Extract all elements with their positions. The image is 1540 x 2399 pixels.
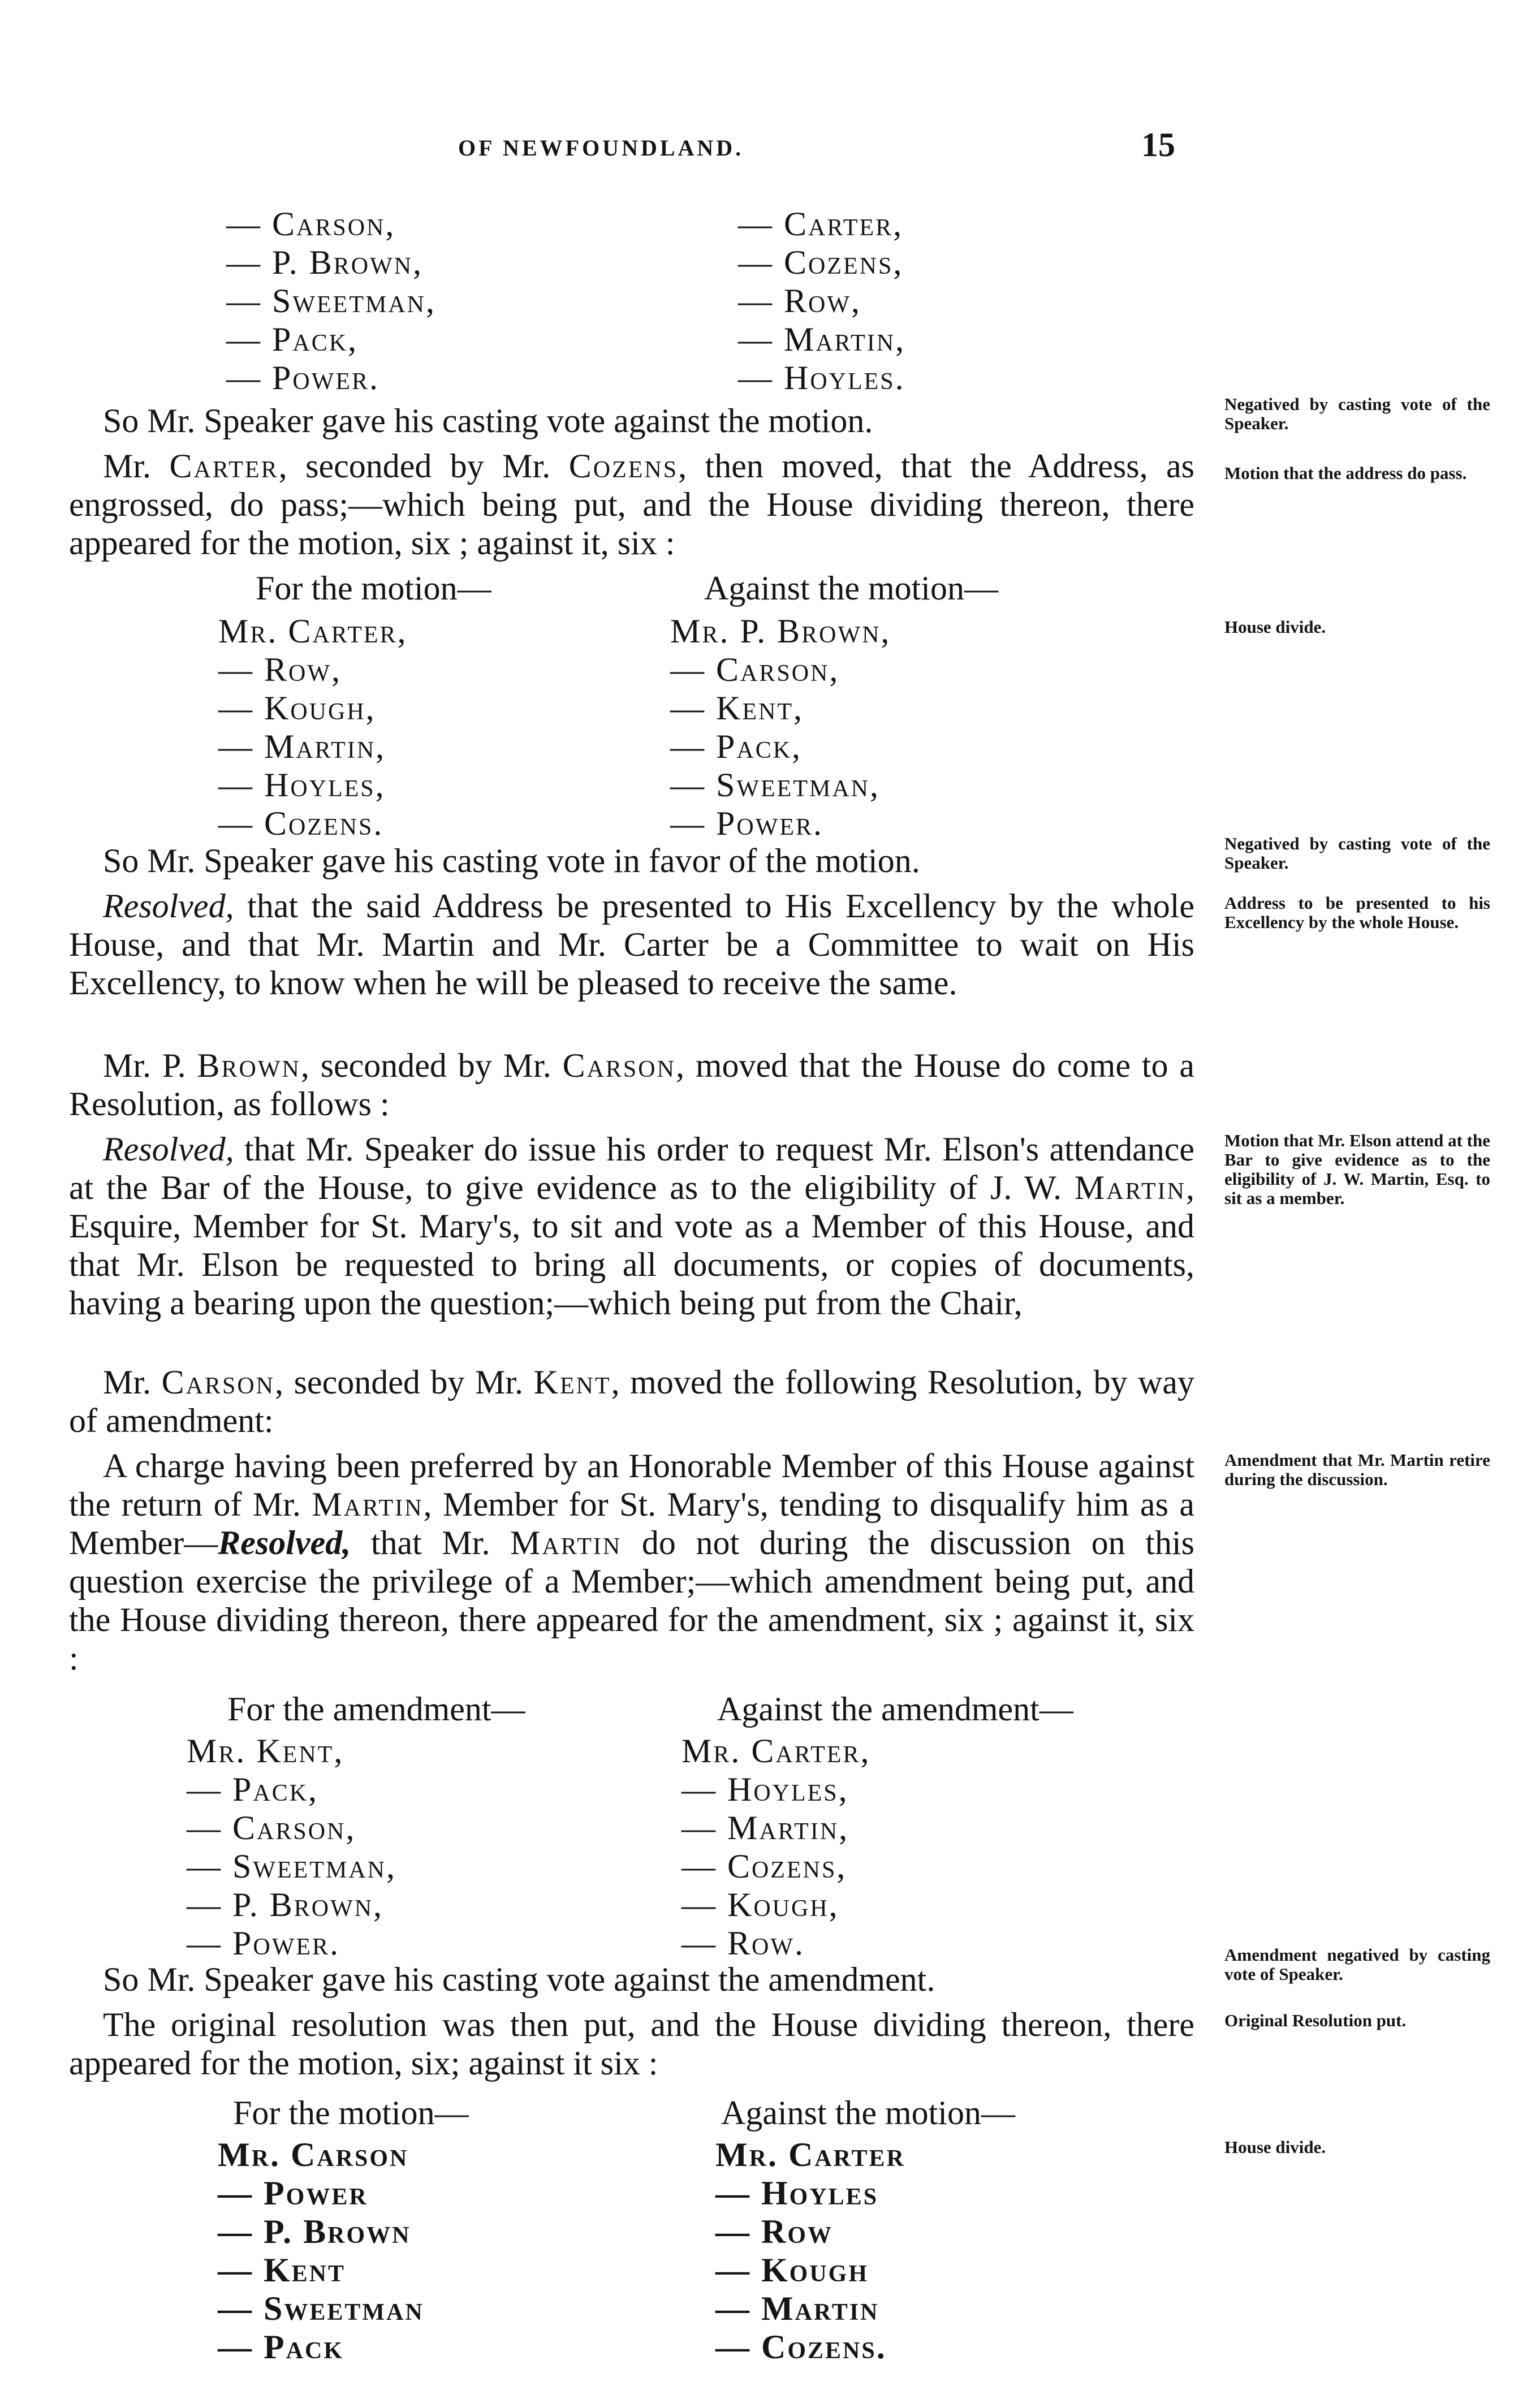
margin-note: Motion that the address do pass. [1224,463,1467,483]
division3-against-heading: Against the amendment— [717,1690,1073,1728]
member-name: — P. Brown, [226,244,424,281]
paragraph-brown-motion: Mr. P. Brown, seconded by Mr. Carson, moved that the House do come to a Resolution, as follows : [69,1047,1194,1123]
member-name: — Sweetman, [226,282,436,320]
margin-note: Amendment that Mr. Martin retire during the discussion. [1224,1450,1490,1489]
member-name: — Power. [670,805,824,842]
member-name: — Martin, [738,321,906,358]
member-name: — Kough, [218,689,376,727]
division4-for-heading: For the motion— [233,2094,469,2132]
division1-right-column [738,205,905,397]
member-name: — Row. [681,1925,805,1962]
member-name: — Kent, [670,689,804,727]
member-name: — Hoyles, [218,766,386,804]
margin-note: Motion that Mr. Elson attend at the Bar to give evidence as to the eligibility of J. W. Martin, Esq. to sit as a member. [1224,1131,1490,1208]
member-name: — Hoyles [715,2174,879,2212]
margin-note: Amendment negatived by casting vote of Speaker. [1224,1945,1490,1984]
member-name: Mr. Kent, [187,1732,344,1770]
margin-note: House divide. [1224,2137,1326,2157]
member-name: Mr. Carter, [218,612,408,650]
page-header-title: OF NEWFOUNDLAND. [458,135,744,161]
member-name: — Carson, [670,651,840,688]
member-name: — P. Brown, [187,1886,384,1923]
member-name: — Martin, [218,728,386,765]
member-name: — Cozens, [738,244,904,281]
member-name: — Sweetman, [187,1848,396,1885]
member-name: — Row, [218,651,342,688]
member-name: — Pack, [187,1771,319,1808]
member-name: — Martin, [681,1809,849,1846]
margin-note: House divide. [1224,617,1326,637]
member-name: — Hoyles. [738,359,905,396]
member-name: — Sweetman [218,2290,424,2327]
paragraph-original-resolution: The original resolution was then put, and the House dividing thereon, there appeared for the motion, six; against it six : [69,2006,1194,2082]
margin-note: Negatived by casting vote of the Speaker. [1224,834,1490,873]
division4-against-heading: Against the motion— [721,2094,1015,2132]
member-name: — Martin [715,2290,879,2327]
paragraph-address-resolution: Resolved, that the said Address be presented to His Excellency by the whole House, and that Mr. Martin and Mr. Carter be a Committee to wait on His Excellency, to know when he will be pleased to receive the same. [69,887,1194,1002]
member-name: — Kough [715,2251,869,2289]
page-number: 15 [1141,126,1175,163]
member-name: — P. Brown [218,2213,411,2250]
margin-note: Original Resolution put. [1224,2010,1407,2030]
member-name: — Cozens. [715,2328,887,2366]
member-name: — Cozens, [681,1848,847,1885]
member-name: — Sweetman, [670,766,880,804]
division2-against-column [670,612,891,843]
margin-note: Address to be presented to his Excellency by the whole House. [1224,893,1490,932]
member-name: — Power [218,2174,368,2212]
member-name: Mr. Carson [218,2136,409,2173]
division4-against-column [715,2135,905,2366]
paragraph-casting-vote-1: So Mr. Speaker gave his casting vote against the motion. [103,402,873,439]
paragraph-motion-address: Mr. Carter, seconded by Mr. Cozens, then moved, that the Address, as engrossed, do pass;—which being put, and the House dividing thereon, there appeared for the motion, six ; against it, six : [69,447,1194,562]
division3-against-column [681,1732,871,1962]
division2-for-heading: For the motion— [256,569,491,607]
member-name: — Pack, [670,728,803,765]
paragraph-carson-amendment: Mr. Carson, seconded by Mr. Kent, moved the following Resolution, by way of amendment: [69,1364,1194,1439]
paragraph-charge-amendment: A charge having been preferred by an Honorable Member of this House against the return of Mr. Martin, Member for St. Mary's, tending to disqualify him as a Member—Resolved, that Mr. Martin do not during the discussion on this question exercise the privilege of a Member;—which amendment being put, and the House dividing thereon, there appeared for the amendment, six ; against it, six : [69,1447,1194,1677]
paragraph-elson-resolution: Resolved, that Mr. Speaker do issue his order to request Mr. Elson's attendance at the Bar of the House, to give evidence as to the eligibility of J. W. Martin, Esquire, Member for St. Mary's, to sit and vote as a Member of this House, and that Mr. Elson be requested to bring all documents, or copies of documents, having a bearing upon the question;—which being put from the Chair, [69,1131,1194,1322]
member-name: Mr. Carter [715,2136,905,2173]
margin-note: Negatived by casting vote of the Speaker. [1224,394,1490,433]
member-name: — Kent [218,2251,346,2289]
member-name: — Carson, [226,205,396,243]
paragraph-casting-vote-3: So Mr. Speaker gave his casting vote against the amendment. [103,1961,935,1998]
member-name: — Power. [187,1925,340,1962]
member-name: — Pack, [226,321,359,358]
division3-for-heading: For the amendment— [227,1690,525,1728]
member-name: — Row, [738,282,861,320]
member-name: — Row [715,2213,833,2250]
member-name: — Hoyles, [681,1771,849,1808]
paragraph-casting-vote-2: So Mr. Speaker gave his casting vote in favor of the motion. [103,842,920,879]
member-name: — Cozens. [218,805,384,842]
division1-left-column [226,205,436,397]
division3-for-column [187,1732,396,1962]
member-name: — Kough, [681,1886,839,1923]
division2-for-column [218,612,408,843]
member-name: Mr. P. Brown, [670,612,891,650]
member-name: — Power. [226,359,380,396]
member-name: — Carson, [187,1809,356,1846]
member-name: — Pack [218,2328,344,2366]
member-name: Mr. Carter, [681,1732,871,1770]
division4-for-column [218,2135,424,2366]
division2-against-heading: Against the motion— [704,569,998,607]
member-name: — Carter, [738,205,904,243]
